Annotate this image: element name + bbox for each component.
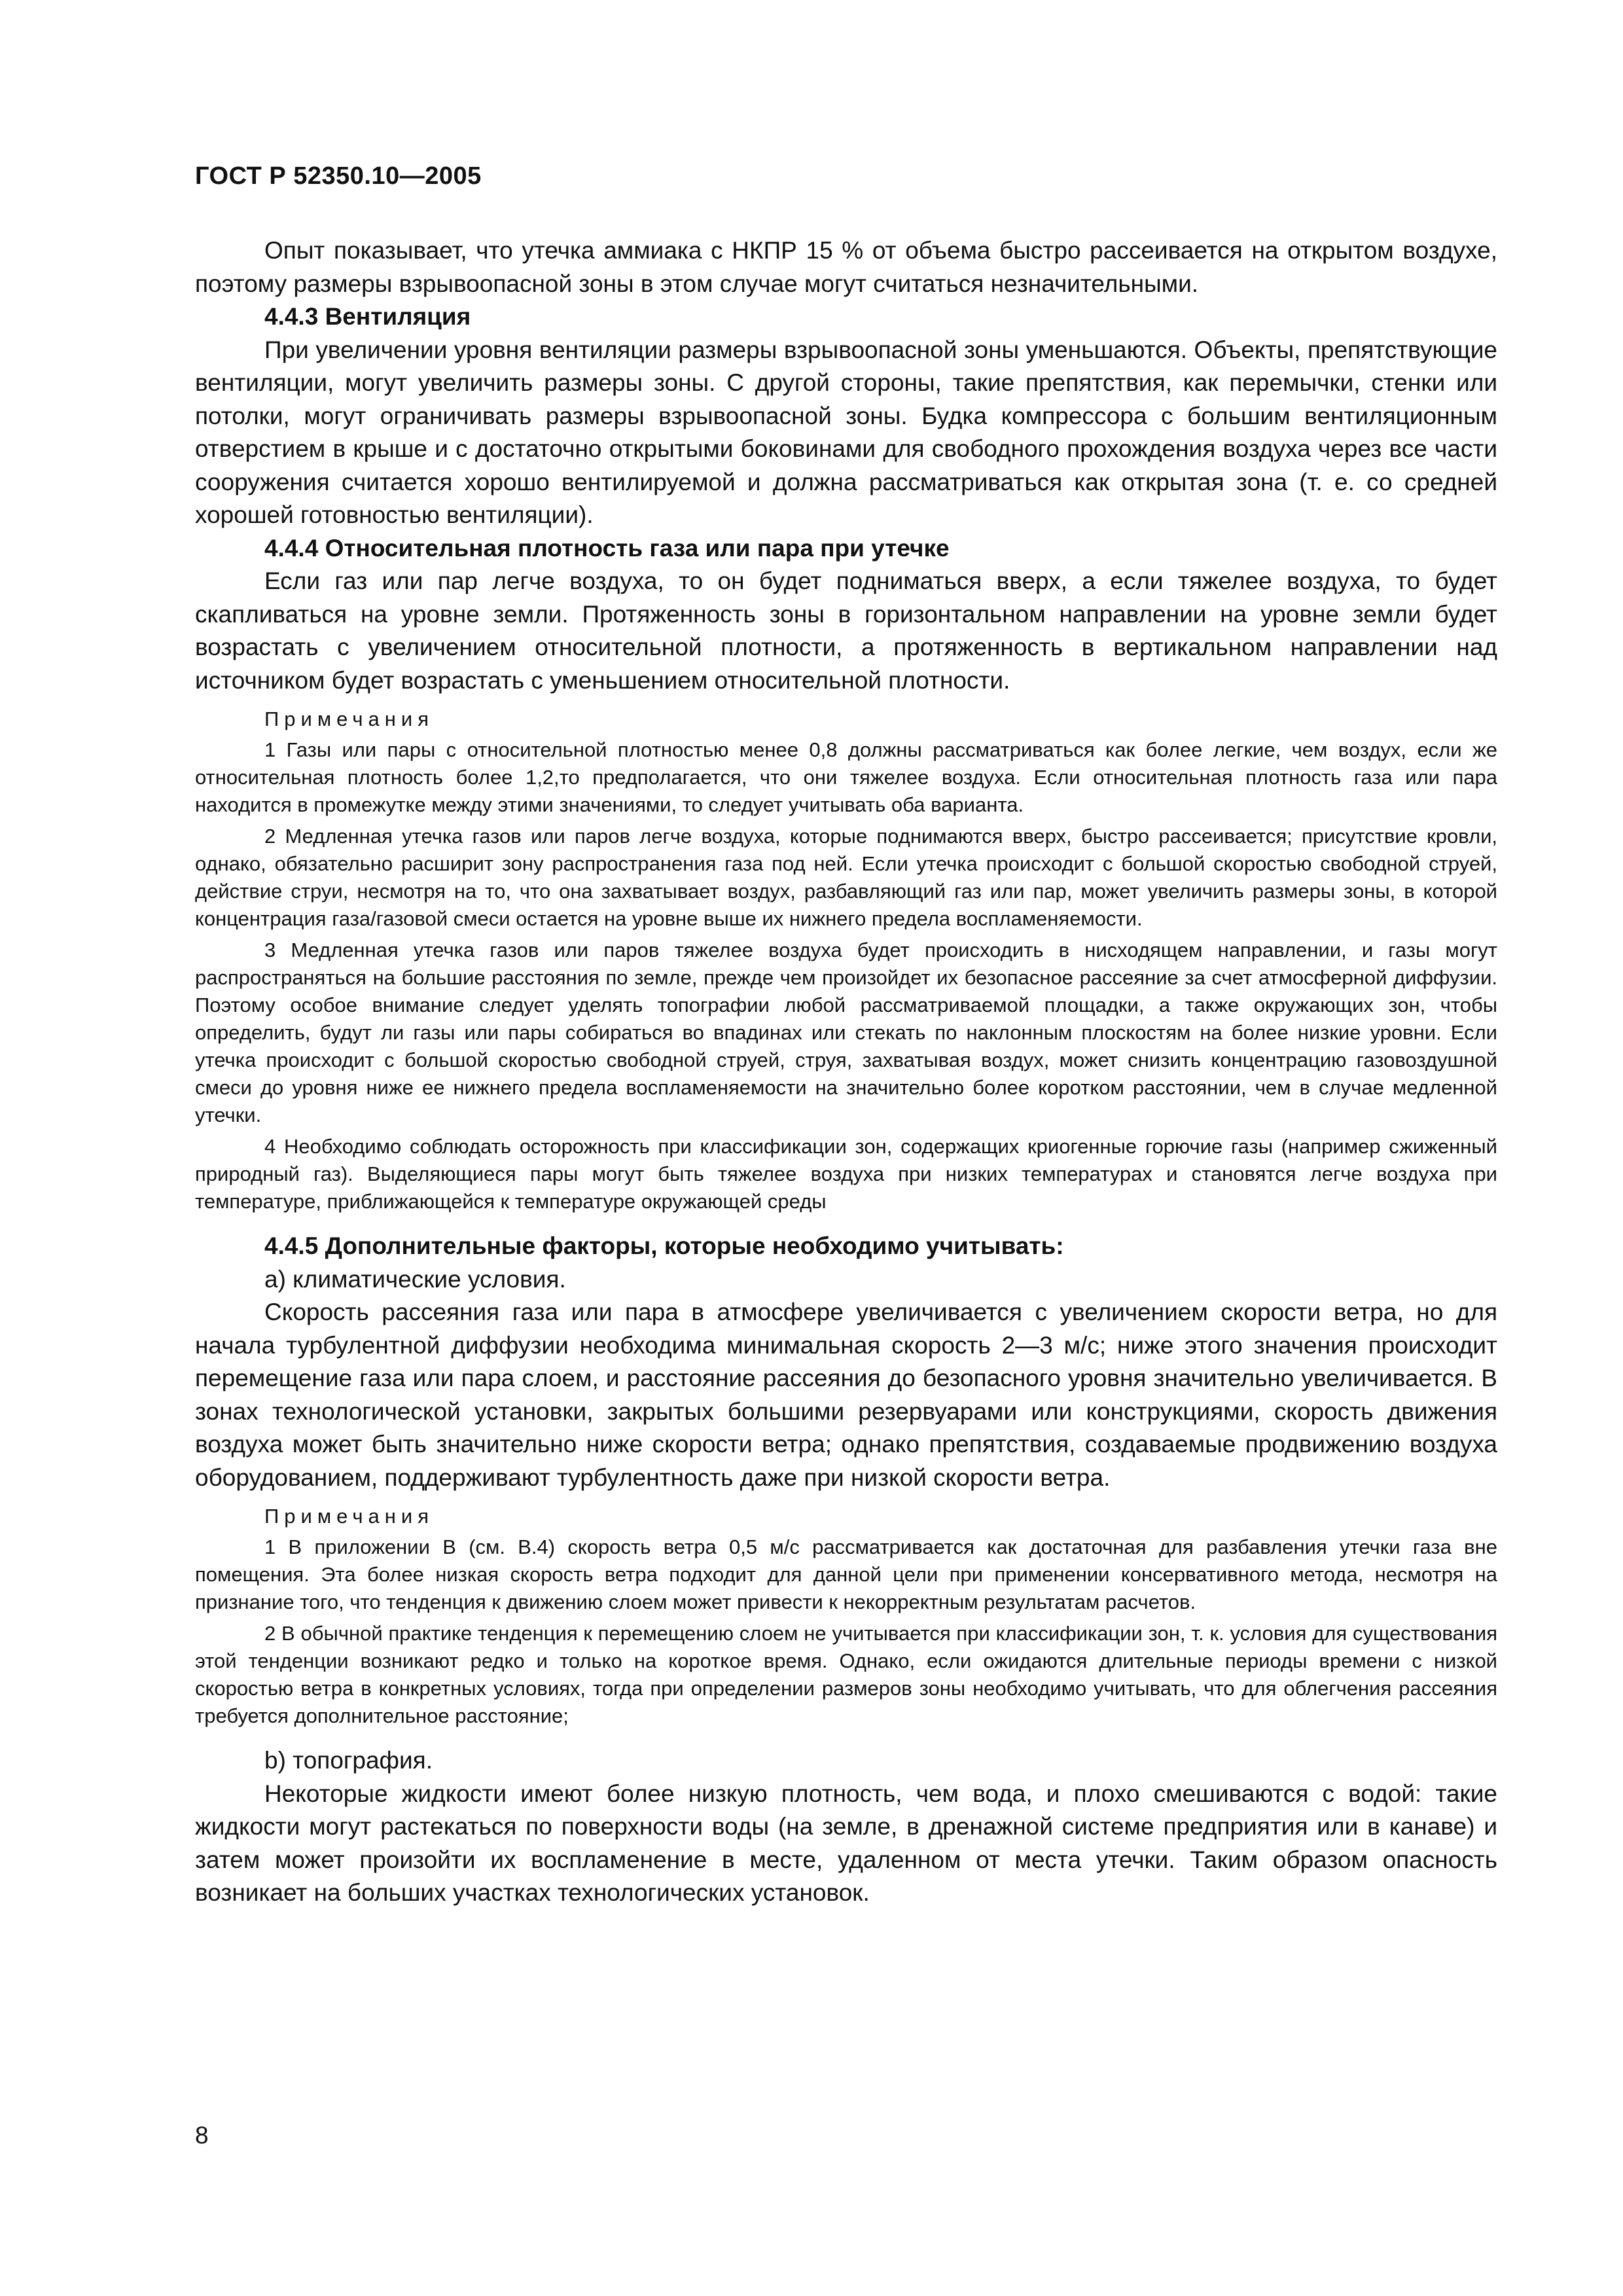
section-4-4-4-paragraph: Если газ или пар легче воздуха, то он будет подниматься вверх, а если тяжелее воздуха, то будет скапливаться на уровне земли. Протяженность зоны в горизонтальном направлении на уровне земли будет возрастать с увеличением относительной плотности, а протяженность в вертикальном направлении над источником будет возрастать с уменьшением относительной плотности. [195,567,1497,694]
notes-title-4-4-4: Примечания [264,708,434,730]
section-4-4-3-paragraph: При увеличении уровня вентиляции размеры взрывоопасной зоны уменьшаются. Объекты, препятствующие вентиляции, могут увеличить размеры зоны. С другой стороны, такие препятствия, как перемычки, стенки или потолки, могут ограничивать размеры взрывоопасной зоны. Будка компрессора с большим вентиляционным отверстием в крыше и с достаточно открытыми боковинами для свободного прохождения воздуха через все части сооружения считается хорошо вентилируемой и должна рассматриваться как открытая зона (т. е. со средней хорошей готовностью вентиляции). [195,336,1497,528]
intro-paragraph: Опыт показывает, что утечка аммиака с НКПР 15 % от объема быстро рассеивается на открытом воздухе, поэтому размеры взрывоопасной зоны в этом случае могут считаться незначительными. [195,237,1497,297]
list-item-b: b) топография. [264,1747,433,1774]
note-4-4-4-3: 3 Медленная утечка газов или паров тяжелее воздуха будет происходить в нисходящем направлении, и газы могут распространяться на большие расстояния по земле, прежде чем произойдет их безопасное рассеяние за счет атмосферной диффузии. Поэтому особое внимание следует уделять топографии любой рассматриваемой площадки, а также окружающих зон, чтобы определить, будут ли газы или пары собираться во впадинах или стекать по наклонным плоскостям на более низкие уровни. Если утечка происходит с большой скоростью свободной струей, струя, захватывая воздух, может снизить концентрацию газовоздушной смеси до уровня ниже ее нижнего предела воспламеняемости на значительно более коротком расстоянии, чем в случае медленной утечки. [195,939,1497,1126]
section-heading-4-4-5: 4.4.5 Дополнительные факторы, которые необходимо учитывать: [264,1232,1064,1259]
notes-title-4-4-5: Примечания [264,1505,434,1528]
page-number: 8 [195,2122,209,2149]
list-item-a: а) климатические условия. [264,1265,566,1293]
note-4-4-5-1: 1 В приложении В (см. В.4) скорость ветра 0,5 м/с рассматривается как достаточная для разбавления утечки газа вне помещения. Эта более низкая скорость ветра подходит для данной цели при применении консервативного метода, несмотря на признание того, что тенденция к движению слоем может привести к некорректным результатам расчетов. [195,1535,1497,1613]
section-heading-4-4-3: 4.4.3 Вентиляция [264,303,471,330]
page-header-standard-number: ГОСТ Р 52350.10—2005 [195,162,482,190]
page-body [195,234,1497,1910]
section-4-4-5-paragraph-a: Скорость рассеяния газа или пара в атмосфере увеличивается с увеличением скорости ветра, но для начала турбулентной диффузии необходима минимальная скорость 2—3 м/с; ниже этого значения происходит перемещение газа или пара слоем, и расстояние рассеяния до безопасного уровня значительно увеличивается. В зонах технологической установки, закрытых большими резервуарами или конструкциями, скорость движения воздуха может быть значительно ниже скорости ветра; однако препятствия, создаваемые продвижению воздуха оборудованием, поддерживают турбулентность даже при низкой скорости ветра. [195,1299,1497,1491]
section-heading-4-4-4: 4.4.4 Относительная плотность газа или пара при утечке [264,534,950,562]
note-4-4-4-1: 1 Газы или пары с относительной плотностью менее 0,8 должны рассматриваться как более легкие, чем воздух, если же относительная плотность более 1,2,то предполагается, что они тяжелее воздуха. Если относительная плотность газа или пара находится в промежутке между этими значениями, то следует учитывать оба варианта. [195,738,1497,816]
note-4-4-5-2: 2 В обычной практике тенденция к перемещению слоем не учитывается при классификации зон, т. к. условия для существования этой тенденции возникают редко и только на короткое время. Однако, если ожидаются длительные периоды времени с низкой скоростью ветра в конкретных условиях, тогда при определении размеров зоны необходимо учитывать, что для облегчения рассеяния требуется дополнительное расстояние; [195,1622,1497,1727]
note-4-4-4-4: 4 Необходимо соблюдать осторожность при классификации зон, содержащих криогенные горючие газы (например сжиженный природный газ). Выделяющиеся пары могут быть тяжелее воздуха при низких температурах и становятся легче воздуха при температуре, приближающейся к температуре окружающей среды [195,1135,1497,1213]
section-4-4-5-paragraph-b: Некоторые жидкости имеют более низкую плотность, чем вода, и плохо смешиваются с водой: такие жидкости могут растекаться по поверхности воды (на земле, в дренажной системе предприятия или в канаве) и затем может произойти их воспламенение в месте, удаленном от места утечки. Таким образом опасность возникает на больших участках технологических установок. [195,1780,1497,1906]
note-4-4-4-2: 2 Медленная утечка газов или паров легче воздуха, которые поднимаются вверх, быстро рассеивается; присутствие кровли, однако, обязательно расширит зону распространения газа под ней. Если утечка происходит с большой скоростью свободной струей, действие струи, несмотря на то, что она захватывает воздух, разбавляющий газ или пар, может увеличить размеры зоны, в которой концентрация газа/газовой смеси остается на уровне выше их нижнего предела воспламеняемости. [195,825,1497,930]
